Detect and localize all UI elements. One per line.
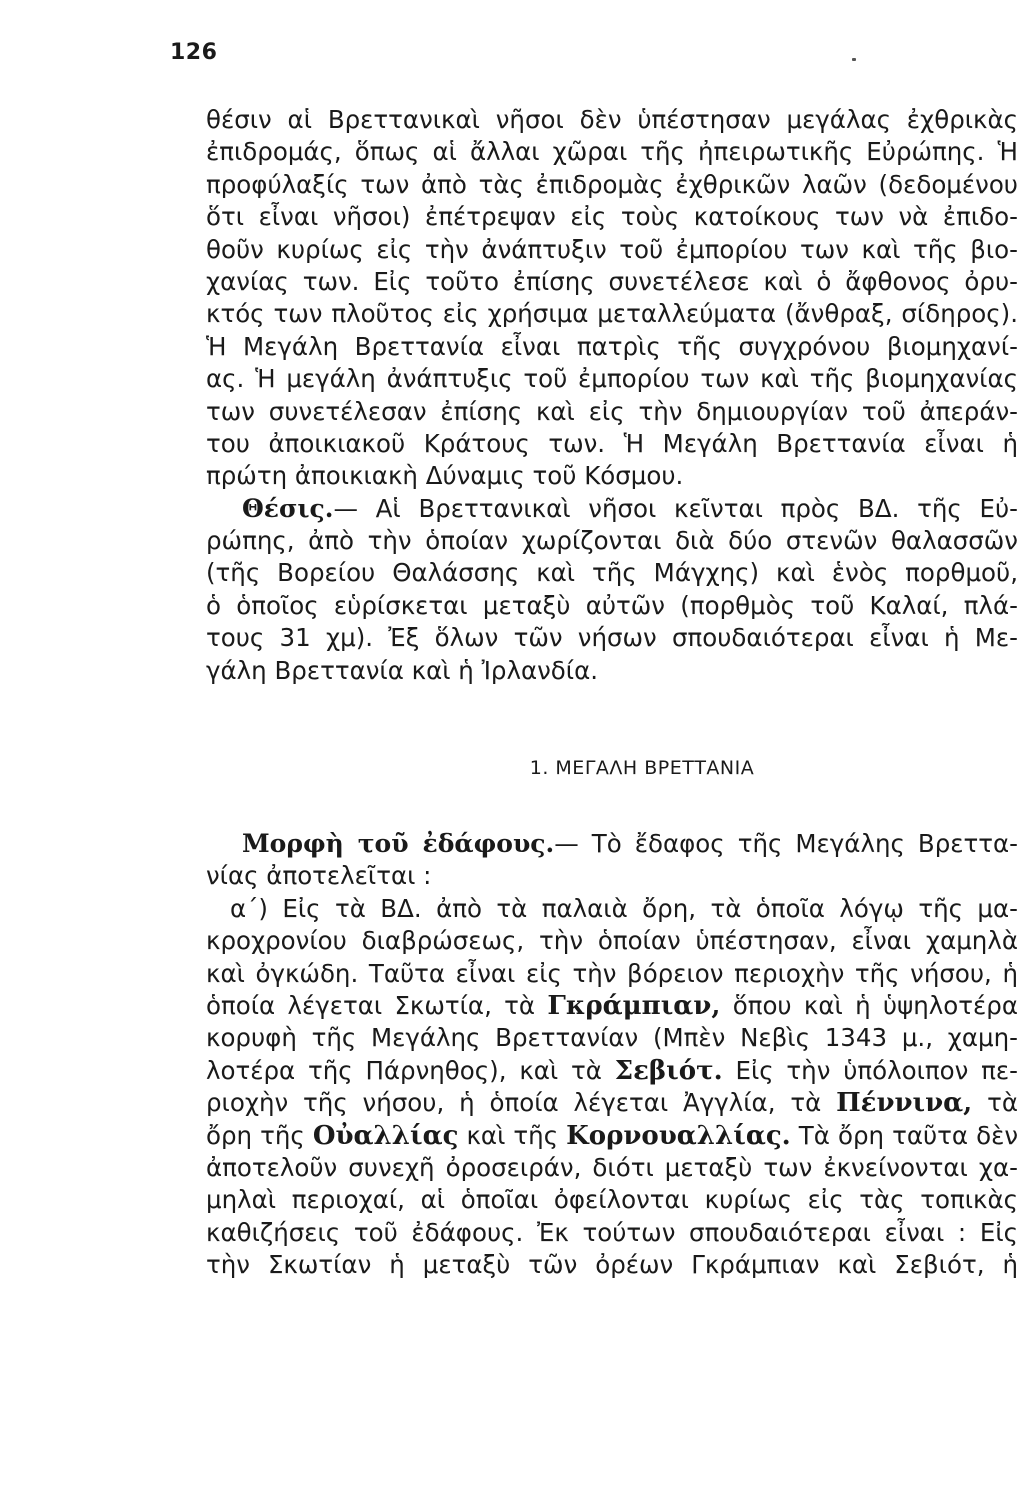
- text-line: ἀποτελοῦν συνεχῆ ὀροσειράν, διότι μεταξὺ των ἐκνείνονται χα-: [206, 1152, 1018, 1182]
- text-line: ὁ ὁποῖος εὑρίσκεται μεταξὺ αὐτῶν (πορθμὸς τοῦ Καλαί, πλά-: [206, 590, 1018, 620]
- thesis-heading: Θέσις.: [242, 493, 334, 523]
- text-run: λοτέρα τῆς Πάρνηθος), καὶ τὰ: [206, 1055, 602, 1085]
- text-run: ριοχὴν τῆς νήσου, ἡ ὁποία λέγεται Ἀγγλία, τὰ: [206, 1088, 822, 1118]
- text-line: τους 31 χμ). Ἐξ ὅλων τῶν νήσων σπουδαιότεραι εἶναι ἡ Με-: [206, 623, 1018, 653]
- text-line: ὅτι εἶναι νῆσοι) ἐπέτρεψαν εἰς τοὺς κατοίκους των νὰ ἐπιδο-: [206, 202, 1018, 232]
- text-run: ὁποία λέγεται Σκωτία, τὰ: [206, 990, 536, 1020]
- text-line: κορυφὴ τῆς Μεγάλης Βρεττανίαν (Μπὲν Νεβὶς 1343 μ., χαμη-: [206, 1023, 1018, 1053]
- text-line: του ἀποικιακοῦ Κράτους των. Ἡ Μεγάλη Βρεττανία εἶναι ἡ: [206, 428, 1018, 458]
- text-line: μηλαὶ περιοχαί, αἱ ὁποῖαι ὀφείλονται κυρίως εἰς τὰς τοπικὰς: [206, 1185, 1018, 1215]
- section-title: 1. ΜΕΓΑΛΗ ΒΡΕΤΤΑΝΙΑ: [529, 757, 755, 780]
- text-line: γάλη Βρεττανία καὶ ἡ Ἰρλανδία.: [206, 655, 599, 685]
- text-run: ὅπου καὶ ἡ ὑψηλοτέρα: [732, 990, 1018, 1020]
- scan-speck: [852, 58, 856, 61]
- place-name-cornwall: Κορνουαλλίας.: [566, 1120, 791, 1151]
- text-line: των συνετέλεσαν ἐπίσης καὶ εἰς τὴν δημιουργίαν τοῦ ἀπεράν-: [206, 396, 1018, 426]
- text-line: [206, 493, 1018, 525]
- page-body: [206, 104, 1018, 1282]
- text-run: ὄρη τῆς: [206, 1120, 305, 1150]
- text-line: ἐπιδρομάς, ὅπως αἱ ἄλλαι χῶραι τῆς ἠπειρωτικῆς Εὐρώπης. Ἡ: [206, 137, 1018, 167]
- text-line: [206, 1087, 1018, 1119]
- text-line: [206, 990, 1018, 1022]
- relief-heading: Μορφὴ τοῦ ἐδάφους.: [242, 829, 555, 859]
- text-line: [206, 1055, 1018, 1087]
- text-line: νίας ἀποτελεῖται :: [206, 861, 432, 891]
- place-name-cheviot: Σεβιότ.: [614, 1055, 723, 1086]
- place-name-grampian: Γκράμπιαν,: [547, 990, 721, 1021]
- text-line: καὶ ὀγκώδη. Ταῦτα εἶναι εἰς τὴν βόρειον περιοχὴν τῆς νήσου, ἡ: [206, 958, 1018, 988]
- intro-paragraph: [206, 104, 1018, 493]
- text-line: πρώτη ἀποικιακὴ Δύναμις τοῦ Κόσμου.: [206, 461, 684, 491]
- thesis-first-line: — Αἱ Βρεττανικαὶ νῆσοι κεῖνται πρὸς ΒΔ. τῆς Εὐ-: [333, 493, 1018, 523]
- text-line: [206, 1120, 1018, 1152]
- text-line: α΄) Εἰς τὰ ΒΔ. ἀπὸ τὰ παλαιὰ ὄρη, τὰ ὁποῖα λόγῳ τῆς μα-: [230, 893, 1018, 923]
- text-line: Ἡ Μεγάλη Βρεττανία εἶναι πατρὶς τῆς συγχρόνου βιομηχανί-: [206, 331, 1018, 361]
- text-line: κροχρονίου διαβρώσεως, τὴν ὁποίαν ὑπέστησαν, εἶναι χαμηλὰ: [206, 926, 1018, 956]
- text-line: κτός των πλοῦτος εἰς χρήσιμα μεταλλεύματα (ἄνθραξ, σίδηρος).: [206, 299, 1018, 329]
- page-number: 126: [170, 40, 218, 65]
- text-line: τὴν Σκωτίαν ἡ μεταξὺ τῶν ὀρέων Γκράμπιαν καὶ Σεβιότ, ἡ: [206, 1250, 1018, 1280]
- relief-first-line: — Τὸ ἔδαφος τῆς Μεγάλης Βρεττα-: [554, 829, 1018, 859]
- text-run: Τὰ ὄρη ταῦτα δὲν: [798, 1120, 1019, 1150]
- place-name-wales: Οὐαλλίας: [312, 1120, 459, 1151]
- text-run: Εἰς τὴν ὑπόλοιπον πε-: [735, 1055, 1018, 1085]
- text-line: θέσιν αἱ Βρεττανικαὶ νῆσοι δὲν ὑπέστησαν μεγάλας ἐχθρικὰς: [206, 105, 1018, 134]
- text-run: καὶ τῆς: [466, 1120, 559, 1150]
- text-line: [206, 828, 1018, 860]
- text-line: ρώπης, ἀπὸ τὴν ὁποίαν χωρίζονται διὰ δύο στενῶν θαλασσῶν: [206, 526, 1018, 556]
- text-line: ας. Ἡ μεγάλη ἀνάπτυξις τοῦ ἐμπορίου των καὶ τῆς βιομηχανίας: [206, 364, 1018, 394]
- text-run: τὰ: [987, 1088, 1018, 1118]
- text-line: θοῦν κυρίως εἰς τὴν ἀνάπτυξιν τοῦ ἐμπορίου των καὶ τῆς βιο-: [206, 234, 1018, 264]
- text-line: χανίας των. Εἰς τοῦτο ἐπίσης συνετέλεσε καὶ ὁ ἄφθονος ὀρυ-: [206, 266, 1018, 296]
- text-line: προφύλαξίς των ἀπὸ τὰς ἐπιδρομὰς ἐχθρικῶν λαῶν (δεδομένου: [206, 169, 1018, 199]
- text-line: (τῆς Βορείου Θαλάσσης καὶ τῆς Μάγχης) καὶ ἑνὸς πορθμοῦ,: [206, 558, 1018, 588]
- text-line: καθιζήσεις τοῦ ἐδάφους. Ἐκ τούτων σπουδαιότεραι εἶναι : Εἰς: [206, 1217, 1018, 1247]
- place-name-pennines: Πέννινα,: [836, 1088, 973, 1119]
- relief-paragraph: [206, 828, 1018, 1281]
- thesis-paragraph: [206, 493, 1018, 687]
